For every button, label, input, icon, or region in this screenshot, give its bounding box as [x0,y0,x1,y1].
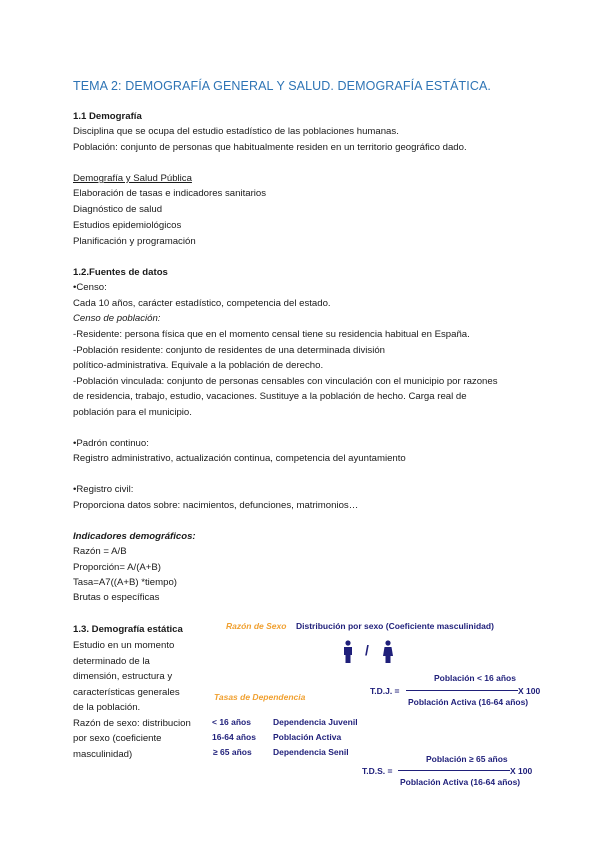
tdj-denominator: Población Activa (16-64 años) [408,697,529,707]
group-desc: Dependencia Senil [273,747,349,757]
razon-sexo-label: Razón de Sexo [226,621,287,631]
formula-proporcion: Proporción= A/(A+B) [73,562,161,573]
fraction-bar [398,770,510,771]
tds-denominator: Población Activa (16-64 años) [400,777,521,787]
text-line: -Población residente: conjunto de residentes de una determinada división [73,345,385,356]
text-line: -Residente: persona física que en el momento censal tiene su residencia habitual en España. [73,329,470,340]
section-heading-fuentes: 1.2.Fuentes de datos [73,267,168,278]
distribucion-label: Distribución por sexo (Coeficiente masculinidad) [296,621,494,631]
bullet-censo: •Censo: [73,282,107,293]
x100-label: X 100 [510,766,533,776]
bullet-padron: •Padrón continuo: [73,438,149,449]
male-figure-icon [342,640,354,664]
fraction-bar [406,690,518,691]
text-line: Proporciona datos sobre: nacimientos, defunciones, matrimonios… [73,500,359,511]
text-line: masculinidad) [73,749,133,760]
text-line: Cada 10 años, carácter estadístico, competencia del estado. [73,298,331,309]
list-item: Planificación y programación [73,236,196,247]
tdj-numerator: Población < 16 años [434,673,516,683]
text-line: Razón de sexo: distribucion [73,718,191,729]
text-line: Registro administrativo, actualización continua, competencia del ayuntamiento [73,453,406,464]
bullet-registro: •Registro civil: [73,484,134,495]
section-heading-estatica: 1.3. Demografía estática [73,624,183,635]
group-desc: Población Activa [273,732,342,742]
text-line: Población: conjunto de personas que habitualmente residen en un territorio geográfico dado. [73,142,467,153]
text-line: población para el municipio. [73,407,192,418]
text-line: por sexo (coeficiente [73,733,162,744]
formula-tasa: Tasa=A7((A+B) *tiempo) [73,577,177,588]
group-age: 16-64 años [212,732,256,742]
text-line: político-administrativa. Equivale a la población de derecho. [73,360,324,371]
section-heading-demografia: 1.1 Demografía [73,111,142,122]
text-line: características generales [73,687,180,698]
group-age: ≥ 65 años [213,747,252,757]
list-item: Estudios epidemiológicos [73,220,182,231]
female-figure-icon [382,640,394,664]
tds-label: T.D.S. = [362,766,393,776]
text-line: de la población. [73,702,141,713]
formula-razon: Razón = A/B [73,546,127,557]
list-item: Diagnóstico de salud [73,204,163,215]
slash-divider: / [365,642,369,658]
list-item: Elaboración de tasas e indicadores sanitarios [73,188,267,199]
text-line: Disciplina que se ocupa del estudio estadístico de las poblaciones humanas. [73,126,399,137]
demography-figure [210,618,550,798]
x100-label: X 100 [518,686,541,696]
tdj-label: T.D.J. = [370,686,400,696]
subheading-indicadores: Indicadores demográficos: [73,531,196,542]
tasas-dependencia-label: Tasas de Dependencia [214,692,306,702]
group-desc: Dependencia Juvenil [273,717,358,727]
page-title: TEMA 2: DEMOGRAFÍA GENERAL Y SALUD. DEMOGRAFÍA ESTÁTICA. [73,79,491,93]
text-line: -Población vinculada: conjunto de personas censables con vinculación con el municipio por razones [73,376,498,387]
subheading-demografia-salud: Demografía y Salud Pública [73,173,192,184]
subheading-censo-poblacion: Censo de población: [73,313,161,324]
text-line: Estudio en un momento [73,640,175,651]
text-line: Brutas o específicas [73,592,160,603]
tds-numerator: Población ≥ 65 años [426,754,508,764]
text-line: de residencia, trabajo, estudio, vacaciones. Sustituye a la población de hecho. Carga real de [73,391,467,402]
text-line: determinado de la [73,656,150,667]
text-line: dimensión, estructura y [73,671,173,682]
group-age: < 16 años [212,717,251,727]
